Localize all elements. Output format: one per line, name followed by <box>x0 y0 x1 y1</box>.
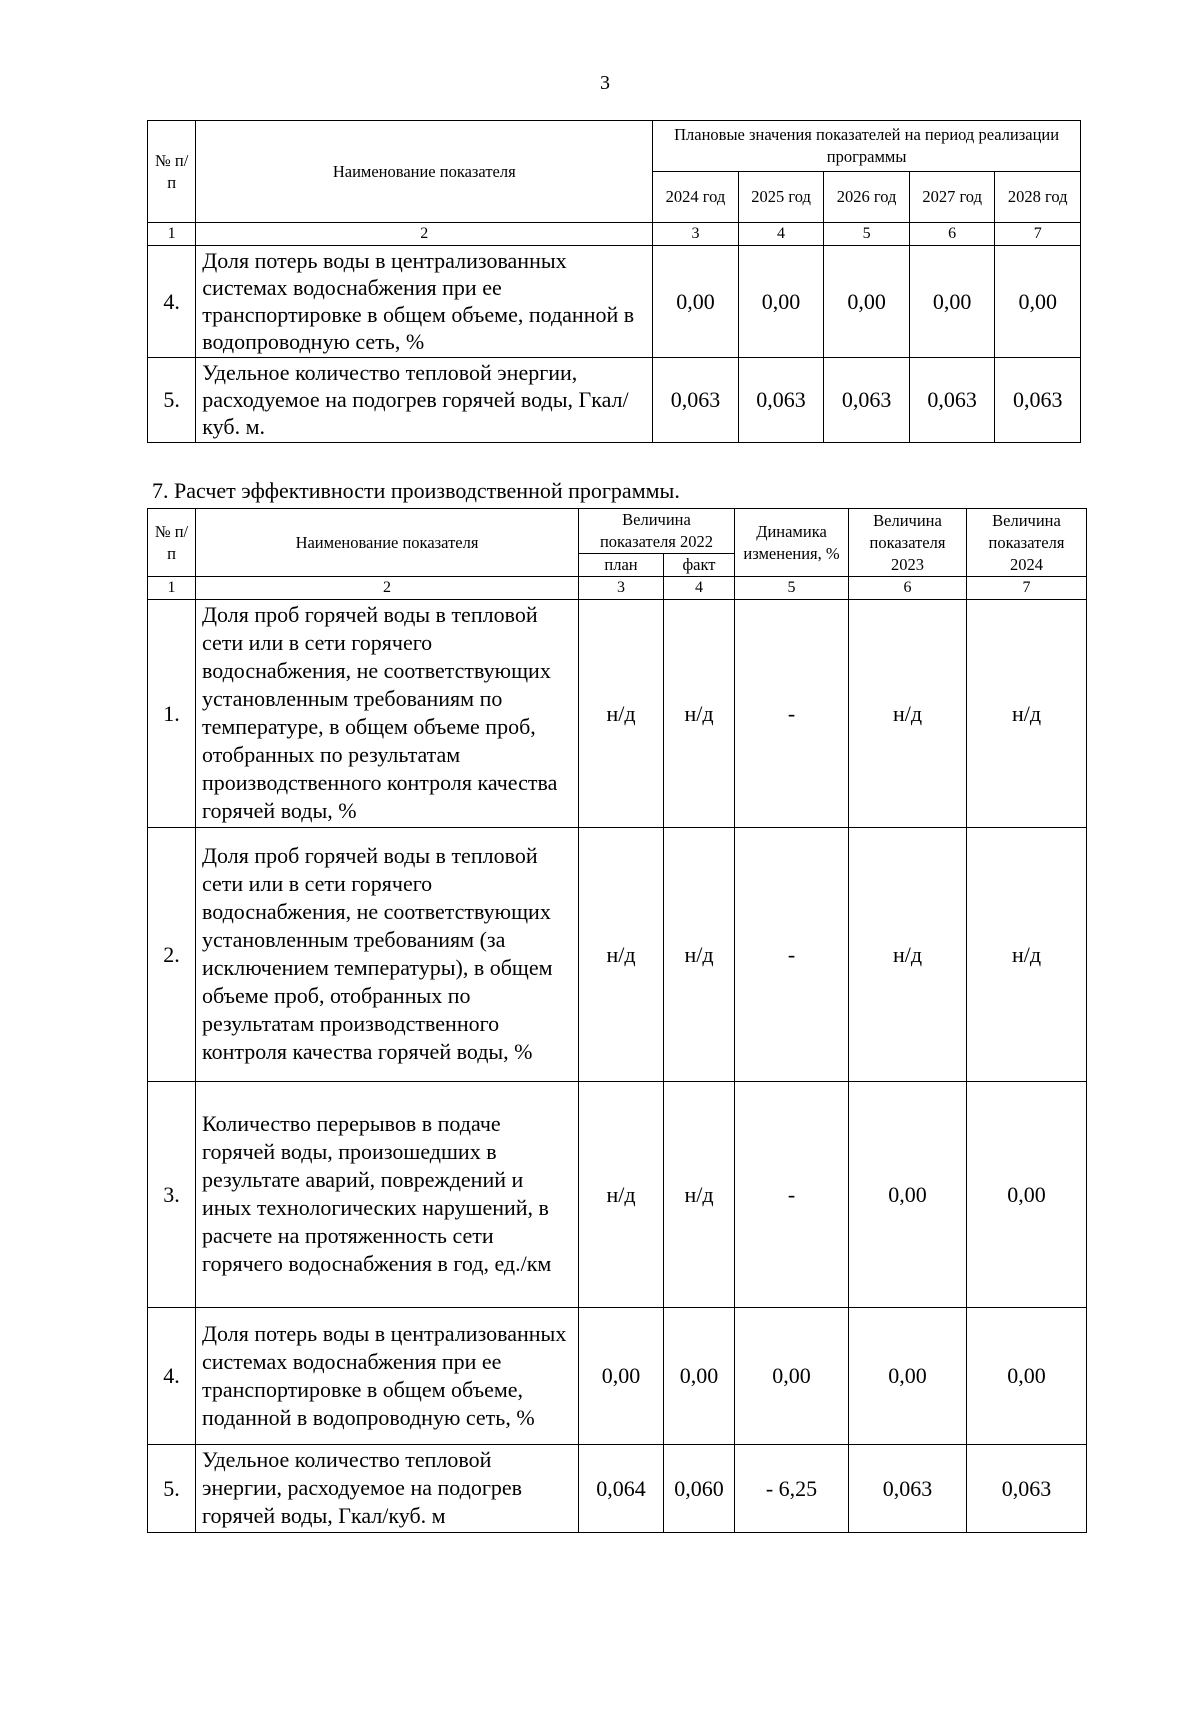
indicator-name: Доля проб горячей воды в тепловой сети или в сети горячего водоснабжения, не соответствующих установленным требованиям по температуре, в общем объеме проб, отобранных по результатам производственного контроля качества горячей воды, % <box>196 600 579 828</box>
dynamics-value: - 6,25 <box>735 1445 849 1533</box>
column-index: 3 <box>579 577 664 600</box>
header-col-name: Наименование показателя <box>196 509 579 577</box>
header-col-num: № п/п <box>148 121 196 223</box>
planned-indicators-table <box>147 120 1081 443</box>
indicator-name: Доля потерь воды в централизованных системах водоснабжения при ее транспортировке в общем объеме, поданной в водопроводную сеть, % <box>196 1308 579 1445</box>
page-number: 3 <box>600 72 610 94</box>
table-row <box>148 828 1087 1082</box>
header-year: 2025 год <box>738 172 824 223</box>
table-row <box>148 246 1081 358</box>
table-row <box>148 1445 1087 1533</box>
value-cell: 0,00 <box>824 246 910 358</box>
value-2023: 0,063 <box>849 1445 967 1533</box>
value-cell: 0,063 <box>653 358 739 443</box>
plan-value: н/д <box>579 828 664 1082</box>
column-index: 5 <box>824 223 910 246</box>
value-2024: н/д <box>967 600 1087 828</box>
header-year: 2027 год <box>909 172 995 223</box>
header-value-2023: Величина показателя 2023 <box>849 509 967 577</box>
column-index: 6 <box>849 577 967 600</box>
plan-value: 0,064 <box>579 1445 664 1533</box>
plan-value: 0,00 <box>579 1308 664 1445</box>
value-2023: 0,00 <box>849 1308 967 1445</box>
column-index: 5 <box>735 577 849 600</box>
dynamics-value: - <box>735 600 849 828</box>
value-2023: 0,00 <box>849 1082 967 1308</box>
column-index: 1 <box>148 223 196 246</box>
dynamics-value: - <box>735 828 849 1082</box>
row-number: 5. <box>148 1445 196 1533</box>
table-row <box>148 600 1087 828</box>
dynamics-value: 0,00 <box>735 1308 849 1445</box>
value-cell: 0,063 <box>738 358 824 443</box>
row-number: 3. <box>148 1082 196 1308</box>
section-title: 7. Расчет эффективности производственной программы. <box>152 478 680 503</box>
column-index-row <box>148 577 1087 600</box>
column-index: 2 <box>196 223 653 246</box>
value-cell: 0,063 <box>824 358 910 443</box>
header-value-2022: Величина показателя 2022 <box>579 509 735 554</box>
value-cell: 0,063 <box>909 358 995 443</box>
dynamics-value: - <box>735 1082 849 1308</box>
value-cell: 0,00 <box>995 246 1081 358</box>
column-index: 4 <box>664 577 735 600</box>
row-number: 4. <box>148 1308 196 1445</box>
value-2024: 0,00 <box>967 1308 1087 1445</box>
plan-value: н/д <box>579 600 664 828</box>
indicator-name: Удельное количество тепловой энергии, расходуемое на подогрев горячей воды, Гкал/куб. м <box>196 1445 579 1533</box>
column-index-row <box>148 223 1081 246</box>
value-2024: 0,063 <box>967 1445 1087 1533</box>
plan-value: н/д <box>579 1082 664 1308</box>
indicator-name: Доля проб горячей воды в тепловой сети или в сети горячего водоснабжения, не соответствующих установленным требованиям (за исключением температуры), в общем объеме проб, отобранных по результатам производственного контроля качества горячей воды, % <box>196 828 579 1082</box>
header-col-num: № п/п <box>148 509 196 577</box>
column-index: 7 <box>995 223 1081 246</box>
indicator-name: Удельное количество тепловой энергии, расходуемое на подогрев горячей воды, Гкал/куб. м. <box>196 358 653 443</box>
value-cell: 0,063 <box>995 358 1081 443</box>
indicator-name: Количество перерывов в подаче горячей воды, произошедших в результате аварий, повреждений и иных технологических нарушений, в расчете на протяженность сети горячего водоснабжения в год, ед./км <box>196 1082 579 1308</box>
header-dynamics: Динамика изменения, % <box>735 509 849 577</box>
value-cell: 0,00 <box>738 246 824 358</box>
value-2023: н/д <box>849 600 967 828</box>
header-planned-values: Плановые значения показателей на период реализации программы <box>653 121 1081 172</box>
value-2024: н/д <box>967 828 1087 1082</box>
value-cell: 0,00 <box>909 246 995 358</box>
efficiency-table <box>147 508 1087 1533</box>
value-cell: 0,00 <box>653 246 739 358</box>
column-index: 1 <box>148 577 196 600</box>
fact-value: н/д <box>664 828 735 1082</box>
table-row <box>148 1082 1087 1308</box>
row-number: 1. <box>148 600 196 828</box>
column-index: 3 <box>653 223 739 246</box>
row-number: 5. <box>148 358 196 443</box>
value-2024: 0,00 <box>967 1082 1087 1308</box>
fact-value: н/д <box>664 1082 735 1308</box>
table-row <box>148 358 1081 443</box>
header-fact: факт <box>664 554 735 577</box>
column-index: 2 <box>196 577 579 600</box>
column-index: 4 <box>738 223 824 246</box>
header-year: 2024 год <box>653 172 739 223</box>
header-col-name: Наименование показателя <box>196 121 653 223</box>
column-index: 6 <box>909 223 995 246</box>
fact-value: 0,00 <box>664 1308 735 1445</box>
header-year: 2028 год <box>995 172 1081 223</box>
column-index: 7 <box>967 577 1087 600</box>
header-year: 2026 год <box>824 172 910 223</box>
row-number: 2. <box>148 828 196 1082</box>
row-number: 4. <box>148 246 196 358</box>
fact-value: н/д <box>664 600 735 828</box>
fact-value: 0,060 <box>664 1445 735 1533</box>
header-plan: план <box>579 554 664 577</box>
value-2023: н/д <box>849 828 967 1082</box>
table-row <box>148 1308 1087 1445</box>
indicator-name: Доля потерь воды в централизованных системах водоснабжения при ее транспортировке в общем объеме, поданной в водопроводную сеть, % <box>196 246 653 358</box>
header-value-2024: Величина показателя 2024 <box>967 509 1087 577</box>
